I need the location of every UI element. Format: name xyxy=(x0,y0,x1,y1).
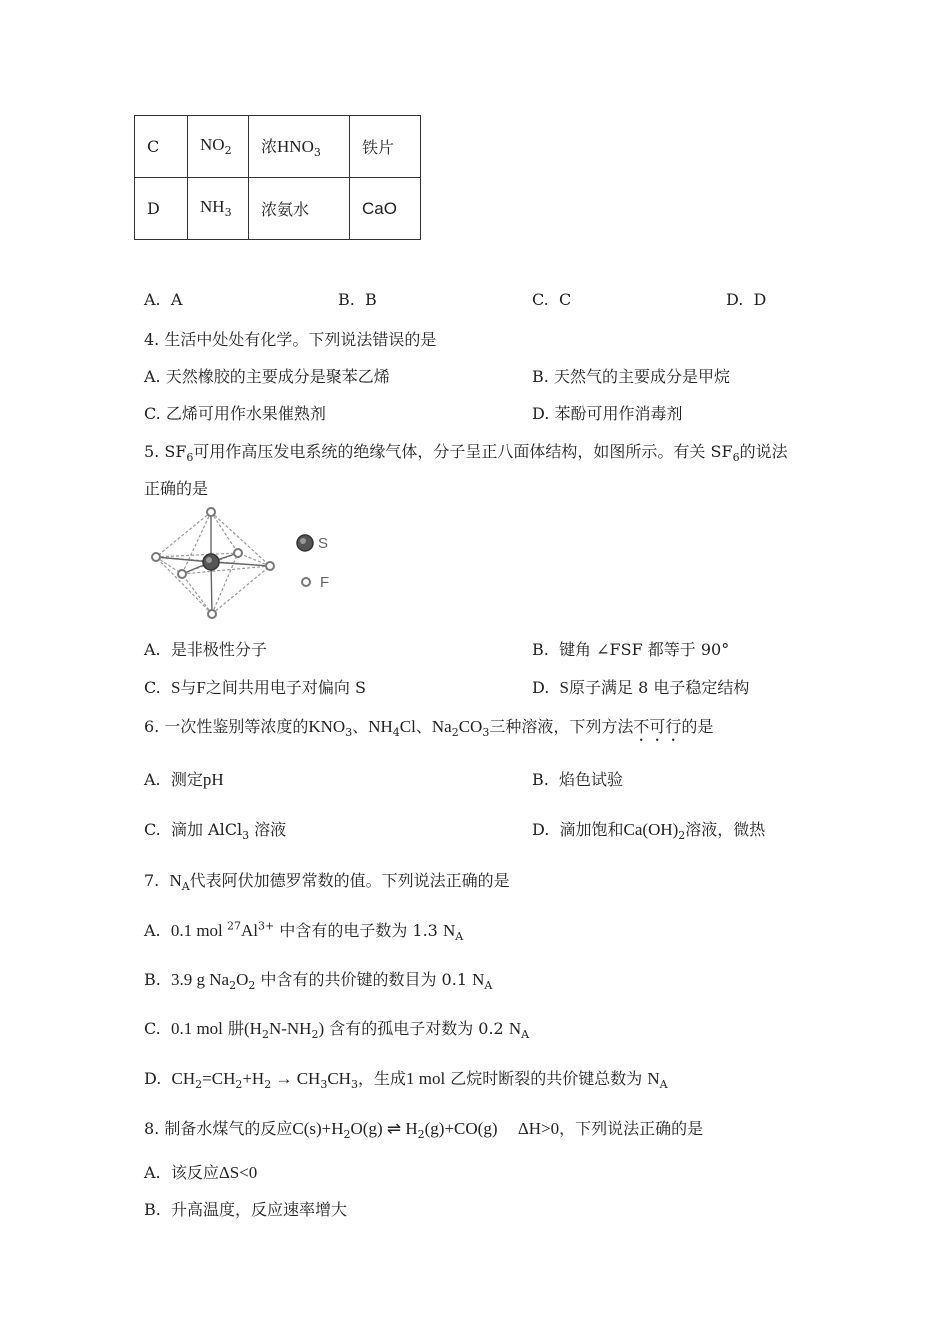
f-atom xyxy=(266,562,274,570)
q5-stem: 5. $SF_6$可用作高压发电系统的绝缘气体，分子呈正八面体结构，如图所示。有关 $SF_6$的说法 xyxy=(144,442,788,465)
table-cell: $NO_2$ xyxy=(188,116,249,178)
table-cell: D xyxy=(135,178,188,240)
q5-option-a[interactable]: A. 是非极性分子 xyxy=(144,640,267,659)
q5-option-d[interactable]: D. S原子满足 8 电子稳定结构 xyxy=(532,678,750,697)
legend-f-label: F xyxy=(320,574,330,591)
q7-stem: 7. $N_A$代表阿伏加德罗常数的值。下列说法正确的是 xyxy=(144,871,510,894)
q7-option-b[interactable]: B. 3.9 g $Na_2O_2$ 中含有的共价键的数目为 0.1 $N_A$ xyxy=(144,970,493,993)
q6-option-a[interactable]: A. 测定pH xyxy=(144,770,224,789)
reagent-table xyxy=(134,115,421,240)
q8-option-a[interactable]: A. 该反应ΔS<0 xyxy=(144,1163,258,1182)
q4-stem: 4. 生活中处处有化学。下列说法错误的是 xyxy=(144,330,437,349)
f-atom xyxy=(234,549,242,557)
table-cell: $NH_3$ xyxy=(188,178,249,240)
q3-option-d[interactable]: D. D xyxy=(726,290,767,309)
f-atom xyxy=(178,570,186,578)
q7-option-a[interactable]: A. 0.1 mol $^{27}Al^{3+}$ 中含有的电子数为 1.3 $N_A$ xyxy=(144,919,464,944)
table-cell: C xyxy=(135,116,188,178)
q7-option-c[interactable]: C. 0.1 mol 肼$(H_2N-NH_2)$ 含有的孤电子对数为 0.2 $N_A$ xyxy=(144,1019,530,1042)
q4-option-a[interactable]: A. 天然橡胶的主要成分是聚苯乙烯 xyxy=(144,367,390,386)
table-cell: 铁片 xyxy=(350,116,421,178)
q5-option-b[interactable]: B. 键角 ∠FSF 都等于 90° xyxy=(532,640,730,659)
f-atom xyxy=(207,508,215,516)
q8-option-b[interactable]: B. 升高温度，反应速率增大 xyxy=(144,1200,348,1219)
q4-option-b[interactable]: B. 天然气的主要成分是甲烷 xyxy=(532,367,730,386)
table-cell: 浓氨水 xyxy=(249,178,350,240)
q3-option-a[interactable]: A. A xyxy=(144,290,183,309)
q8-stem: 8. 制备水煤气的反应$C(s)+H_2O(g)$ ⇌ $H_2(g)+CO(g)$ ΔH>0，下列说法正确的是 xyxy=(144,1119,704,1142)
legend-s-label: S xyxy=(318,535,329,552)
q5-option-c[interactable]: C. S与F之间共用电子对偏向 S xyxy=(144,678,366,697)
q4-option-c[interactable]: C. 乙烯可用作水果催熟剂 xyxy=(144,404,326,423)
q3-option-b[interactable]: B. B xyxy=(338,290,377,309)
q6-option-c[interactable]: C. 滴加 AlCl$_3$ 溶液 xyxy=(144,820,287,843)
q6-option-b[interactable]: B. 焰色试验 xyxy=(532,770,624,789)
table-cell: CaO xyxy=(350,178,421,240)
table-row xyxy=(135,178,421,240)
q5-stem-line2: 正确的是 xyxy=(144,479,209,498)
q6-stem: 6. 一次性鉴别等浓度的$KNO_3$、$NH_4Cl$、$Na_2CO_3$三种溶液，下列方法不可行的是 xyxy=(144,717,714,740)
legend-f-icon xyxy=(302,578,310,586)
q3-option-c[interactable]: C. C xyxy=(532,290,572,309)
f-atom xyxy=(208,610,216,618)
table-cell: 浓$HNO_3$ xyxy=(249,116,350,178)
table-row xyxy=(135,116,421,178)
q7-option-d[interactable]: D. $CH_2=CH_2+H_2 \to CH_3CH_3$，生成1 mol 乙烷时断裂的共价键总数为 $N_A$ xyxy=(144,1069,668,1092)
f-atom xyxy=(152,553,160,561)
q4-option-d[interactable]: D. 苯酚可用作消毒剂 xyxy=(532,404,683,423)
sf6-molecule-diagram xyxy=(140,500,350,625)
q6-option-d[interactable]: D. 滴加饱和$Ca(OH)_2$溶液，微热 xyxy=(532,820,766,843)
